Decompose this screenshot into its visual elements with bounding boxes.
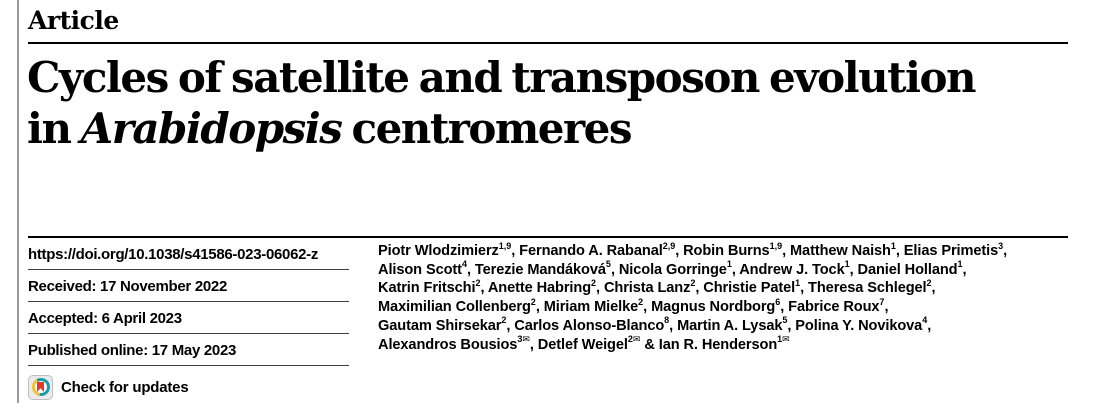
check-for-updates-label: Check for updates (61, 378, 189, 396)
article-meta-column (28, 238, 349, 402)
check-for-updates-button[interactable] (28, 366, 349, 402)
author-line: Alison Scott$^4$, Terezie Mandáková$^5$, Nicola Gorringe$^1$, Andrew J. Tock$^1$, Daniel Holland$^1$, (378, 259, 967, 278)
doi-link[interactable]: https://doi.org/10.1038/s41586-023-06062-z (28, 238, 349, 270)
article-title (27, 52, 1082, 154)
crossmark-circle (32, 378, 50, 396)
received-date: Received: 17 November 2022 (28, 270, 349, 302)
left-margin-rule (17, 0, 19, 403)
kicker-divider (28, 42, 1068, 44)
crossmark-icon (28, 375, 53, 400)
title-line: Cycles of satellite and transposon evolution (27, 53, 976, 102)
author-line: Alexandros Bousios$^{3✉}$, Detlef Weigel$^{2✉}$ & Ian R. Henderson$^{1✉}$ (378, 334, 790, 353)
author-line: Piotr Wlodzimierz$^{1,9}$, Fernando A. Rabanal$^{2,9}$, Robin Burns$^{1,9}$, Matthew Naish$^1$, Elias Primetis$^3$, (378, 240, 1008, 259)
author-line: Gautam Shirsekar$^2$, Carlos Alonso-Blanco$^8$, Martin A. Lysak$^5$, Polina Y. Novikova$^4$, (378, 315, 932, 334)
crossmark-bookmark-icon (37, 382, 44, 392)
published-online-date: Published online: 17 May 2023 (28, 334, 349, 366)
crossmark-inner-circle (35, 381, 47, 393)
article-kicker: Article (28, 6, 119, 35)
accepted-date: Accepted: 6 April 2023 (28, 302, 349, 334)
author-line: Katrin Fritschi$^2$, Anette Habring$^2$, Christa Lanz$^2$, Christie Patel$^1$, Theresa Schlegel$^2$, (378, 278, 936, 297)
author-list (378, 242, 1073, 354)
title-line: in Arabidopsis centromeres (27, 104, 632, 153)
author-line: Maximilian Collenberg$^2$, Miriam Mielke$^2$, Magnus Nordborg$^6$, Fabrice Roux$^7$, (378, 296, 889, 316)
